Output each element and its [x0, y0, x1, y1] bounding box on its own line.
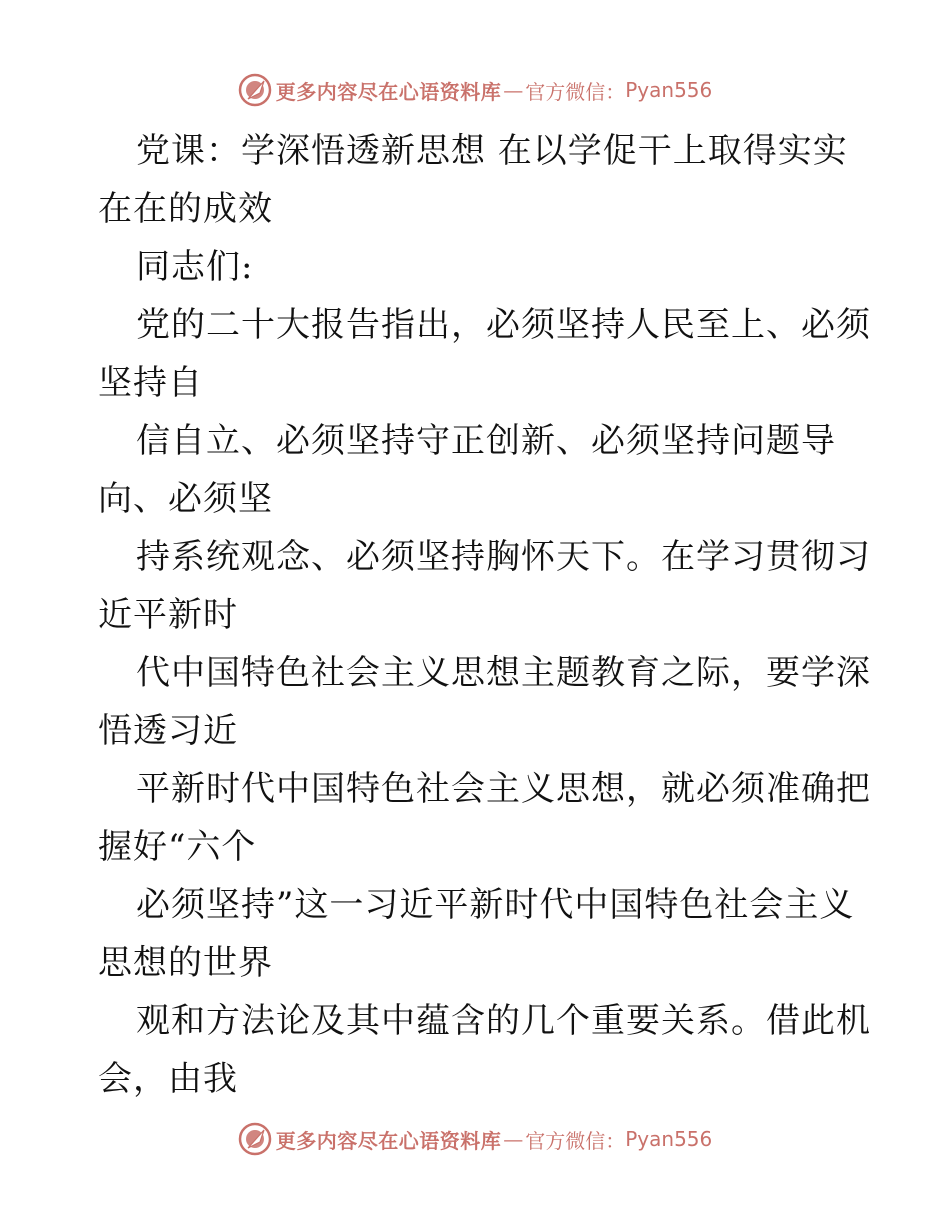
- watermark-separator: —: [503, 1127, 524, 1151]
- watermark-label: 官方微信：: [525, 1128, 626, 1153]
- text-line: 信自立、必须坚持守正创新、必须坚持问题导: [136, 421, 836, 461]
- text-line: 握好“六个: [98, 827, 257, 867]
- watermark-text: 更多内容尽在心语资料库: [275, 1128, 502, 1153]
- text-line: 向、必须坚: [98, 479, 273, 519]
- text-line: 观和方法论及其中蕴含的几个重要关系。借此机: [136, 1001, 871, 1041]
- document-title-line: 党课：学深悟透新思想 在以学促干上取得实实: [136, 131, 848, 171]
- document-body: [98, 122, 871, 1108]
- text-line: 平新时代中国特色社会主义思想，就必须准确把: [136, 769, 871, 809]
- watermark-text: 更多内容尽在心语资料库: [275, 79, 502, 104]
- text-line: 持系统观念、必须坚持胸怀天下。在学习贯彻习: [136, 537, 871, 577]
- text-line: 党的二十大报告指出，必须坚持人民至上、必须: [136, 305, 871, 345]
- text-line: 必须坚持”这一习近平新时代中国特色社会主义: [136, 885, 855, 925]
- watermark-id: Pyan556: [625, 1127, 713, 1151]
- watermark-separator: —: [503, 78, 524, 102]
- quill-logo-icon: [238, 1122, 272, 1156]
- text-line: 思想的世界: [98, 943, 273, 983]
- text-line: 在在的成效: [98, 189, 273, 229]
- text-line: 会，由我: [98, 1059, 238, 1099]
- watermark-id: Pyan556: [625, 78, 713, 102]
- text-line: 悟透习近: [98, 711, 238, 751]
- quill-logo-icon: [238, 73, 272, 107]
- text-line: 代中国特色社会主义思想主题教育之际，要学深: [136, 653, 871, 693]
- header-watermark: [0, 70, 950, 110]
- text-line: 坚持自: [98, 363, 203, 403]
- watermark-label: 官方微信：: [525, 79, 626, 104]
- text-line: 同志们:: [136, 247, 254, 287]
- footer-watermark: [0, 1119, 950, 1159]
- text-line: 近平新时: [98, 595, 238, 635]
